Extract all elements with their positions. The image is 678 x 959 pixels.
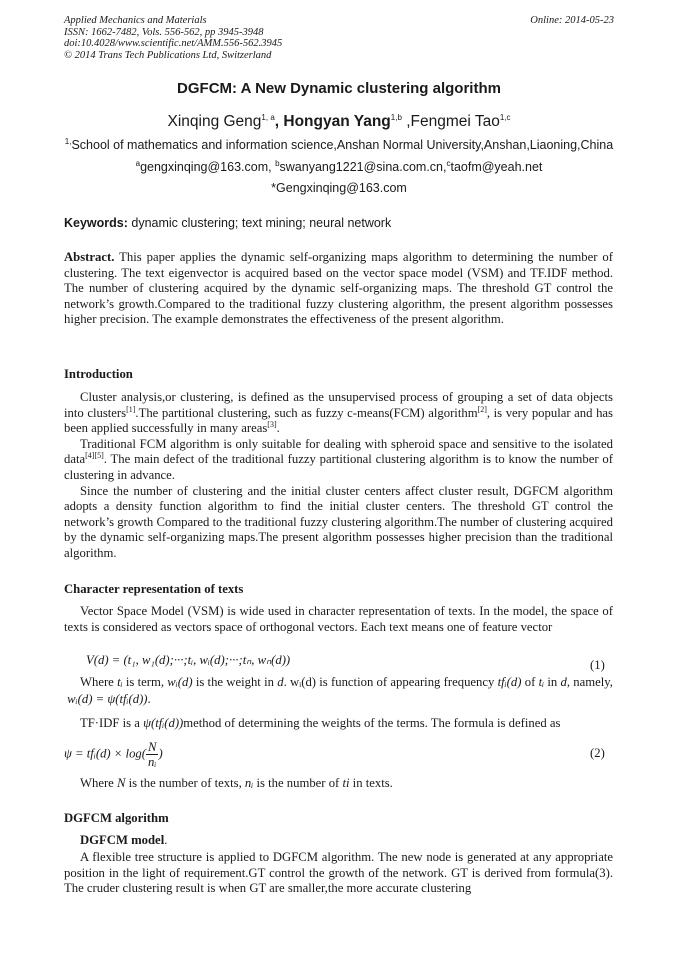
charrep-paragraph-2: Where tᵢ is term, wᵢ(d) is the weight in d. wᵢ(d) is function of appearing frequency tfᵢ(d) of tᵢ in d, namely, wᵢ(d) = ψ(tfᵢ(d)). — [67, 675, 613, 706]
email-b: swanyang1221@sina.com.cn, — [279, 160, 447, 174]
abstract: Abstract. This paper applies the dynamic self-organizing maps algorithm to determining the number of clustering. The text eigenvector is acquired based on the vector space model (VSM) and TF.IDF method. The number of clustering acquired by the dynamic self-organizing maps. The threshold GT control the network’s growth.Compared to the traditional fuzzy clustering algorithm, the present algorithm possesses higher precision. The example demonstrates the effectiveness of the present algorithm. — [64, 250, 613, 327]
section-heading-introduction: Introduction — [64, 367, 133, 381]
copyright-line: © 2014 Trans Tech Publications Ltd, Switzerland — [64, 49, 272, 61]
equation-2-number: (2) — [590, 746, 605, 760]
equation-namely: wᵢ(d) = ψ(tfᵢ(d)) — [67, 692, 148, 706]
author-2: , Hongyan Yang — [274, 113, 391, 130]
doi-line: doi:10.4028/www.scientific.net/AMM.556-562.3945 — [64, 38, 283, 49]
charrep-paragraph-1: Vector Space Model (VSM) is wide used in character representation of texts. In the model, the space of texts is considered as vectors space of orthogonal vectors. Each text means one of feature vector — [64, 604, 613, 634]
affiliation: $^{1,}$School of mathematics and information science,Anshan Normal University,Anshan,Liaoning,China — [64, 136, 614, 152]
keywords-label: Keywords: — [64, 216, 128, 230]
charrep-paragraph-4: Where N is the number of texts, nᵢ is the number of ti in texts. — [80, 776, 393, 790]
equation-2: ψ = tfᵢ(d) × log( $\frac{N}{\text{nᵢ}}$ ) — [64, 740, 163, 769]
subsection-heading-dgfcm-model: DGFCM model. — [80, 833, 168, 847]
issn-line: ISSN: 1662-7482, Vols. 556-562, pp 3945-3948 — [64, 26, 264, 38]
dgfcm-paragraph-1: A flexible tree structure is applied to DGFCM algorithm. The new node is generated at any appropriate position in the light of requirement.GT control the growth of the network. GT is derived from formula(3). The cruder clustering result is when GT are smaller,the more accurate clustering — [64, 850, 613, 896]
keywords: Keywords: dynamic clustering; text mining; neural network — [64, 216, 392, 230]
author-3: ,Fengmei Tao — [401, 113, 500, 130]
email-a: gengxinqing@163.com, — [140, 160, 276, 174]
equation-1: V(d) = (t₁, w₁(d);···;tᵢ, wᵢ(d);···;tₙ, wₙ(d)) — [86, 653, 291, 667]
intro-paragraph-3: Since the number of clustering and the initial cluster centers affect cluster result, DGFCM algorithm adopts a density function algorithm to find the initial cluster centers. The threshold GT control the network’s growth Compared to the traditional fuzzy clustering algorithm.The number of clustering acquired by the dynamic self-organizing maps.The present algorithm possesses higher precision than the traditional algorithm. — [64, 483, 613, 560]
abstract-label: Abstract. — [64, 250, 115, 264]
equation-1-number: (1) — [590, 658, 605, 672]
charrep-paragraph-3: TF·IDF is a ψ(tfᵢ(d))method of determining the weights of the terms. The formula is defined as — [80, 716, 561, 730]
section-heading-dgfcm: DGFCM algorithm — [64, 811, 169, 825]
equation-psi: ψ(tfᵢ(d)) — [143, 716, 184, 730]
section-heading-character-representation: Character representation of texts — [64, 582, 244, 596]
online-date: Online: 2014-05-23 — [530, 15, 614, 26]
author-line: Xinqing Geng$^{1, a}$, Hongyan Yang$^{1,b}$ ,Fengmei Tao$^{1,c}$ — [167, 112, 511, 130]
email-line: $^a$gengxinqing@163.com, $^b$swanyang1221@sina.com.cn,$^c$taofm@yeah.net — [135, 158, 543, 174]
author-1: Xinqing Geng — [167, 113, 262, 130]
email-c: taofm@yeah.net — [450, 160, 543, 174]
introduction-body — [64, 390, 613, 562]
intro-paragraph-1: Cluster analysis,or clustering, is defined as the unsupervised process of grouping a set of data objects into clusters[1].The partitional clustering, such as fuzzy c-means(FCM) algorithm[2], is very popular and has been applied successfully in many areas[3]. — [64, 390, 613, 436]
corresponding-email: *Gengxinqing@163.com — [271, 181, 407, 195]
paper-title: DGFCM: A New Dynamic clustering algorithm — [177, 80, 501, 97]
intro-paragraph-2: Traditional FCM algorithm is only suitable for dealing with spheroid space and sensitive to the isolated data[4][5]. The main defect of the traditional fuzzy partitional clustering algorithm is to know the number of clustering in advance. — [64, 436, 613, 482]
journal-header — [64, 15, 282, 61]
journal-name: Applied Mechanics and Materials — [64, 15, 207, 26]
